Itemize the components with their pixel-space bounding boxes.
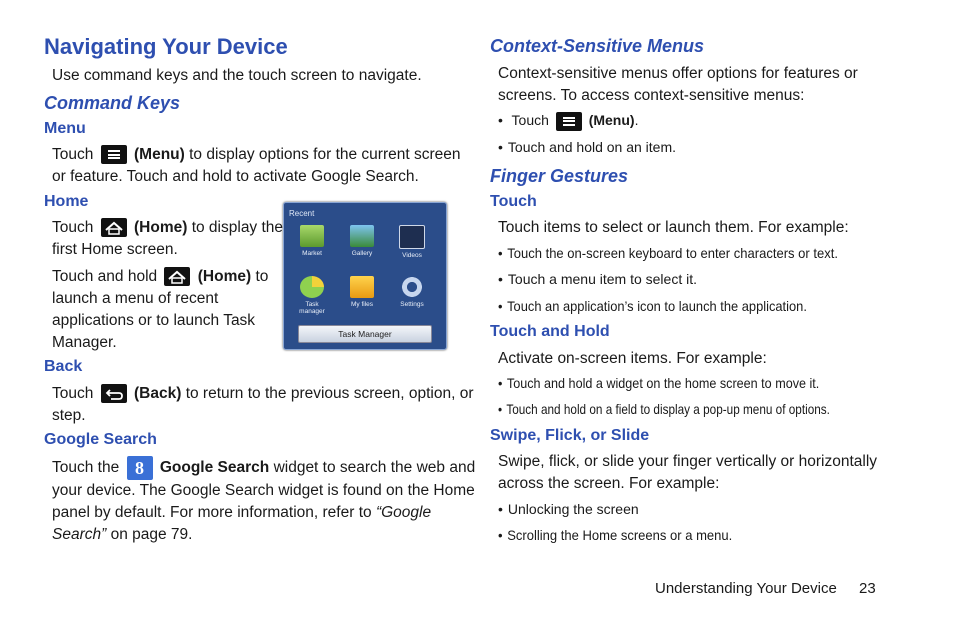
home-hold-paragraph: [52, 266, 268, 354]
app-videos: [392, 225, 432, 259]
back-heading: Back: [44, 358, 83, 375]
menu-paragraph: [52, 144, 461, 188]
home-heading: Home: [44, 193, 89, 210]
google-text-3: your device. The Google Search widget is found on the Home: [52, 482, 475, 499]
gallery-icon: [350, 225, 374, 247]
google-search-icon: 8: [127, 456, 153, 480]
swipe-text-1: Swipe, flick, or slide your finger vertically or horizontally: [498, 453, 878, 470]
page-title: Navigating Your Device: [44, 34, 288, 59]
menu-key-icon: [101, 145, 127, 164]
app-settings: [392, 276, 432, 308]
google-link-text-2[interactable]: Search”: [52, 526, 107, 543]
task-manager-icon: [300, 276, 324, 298]
touch-bullet-1: • Touch the on-screen keyboard to enter characters or text.: [498, 243, 838, 263]
task-manager-button: Task Manager: [298, 325, 432, 343]
swipe-heading: Swipe, Flick, or Slide: [490, 427, 650, 444]
google-search-paragraph: [52, 456, 475, 546]
home-hold-key-label: (Home): [197, 268, 252, 285]
home-text-3: first Home screen.: [52, 241, 178, 258]
context-text-2: screens. To access context-sensitive menus:: [498, 87, 805, 104]
google-key-label: Google Search: [159, 459, 270, 477]
videos-icon: [399, 225, 425, 249]
menu-key-label: (Menu): [134, 146, 185, 163]
app-market-label: Market: [302, 250, 322, 257]
back-key-icon: [101, 384, 127, 403]
app-gallery-label: Gallery: [351, 250, 373, 257]
google-search-heading: Google Search: [44, 431, 157, 448]
google-link-text-1[interactable]: “Google: [375, 504, 432, 521]
context-bullet-1-key: (Menu): [588, 112, 635, 128]
context-text-1: Context-sensitive menus offer options for features or: [498, 65, 858, 82]
touch-bullet-3: • Touch an application’s icon to launch the application.: [498, 296, 807, 316]
swipe-paragraph: [498, 451, 877, 495]
context-bullet-1-end: .: [634, 112, 639, 128]
context-bullet-2: • Touch and hold on an item.: [498, 137, 676, 157]
google-text-4: panel by default. For more information, refer to: [52, 504, 376, 521]
menu-text-3: or feature. Touch and hold to activate Google Search.: [52, 168, 419, 185]
app-market: [292, 225, 332, 257]
hold-paragraph: Activate on-screen items. For example:: [498, 350, 767, 367]
app-task-manager-label: Task manager: [299, 301, 325, 315]
home-key-icon-2: [164, 267, 190, 286]
home-hold-text-3: launch a menu of recent: [52, 290, 219, 307]
back-text-3: step.: [52, 407, 86, 424]
home-paragraph: [52, 217, 283, 261]
back-key-label: (Back): [134, 385, 182, 402]
recent-panel-title: Recent: [289, 209, 315, 218]
finger-gestures-heading: Finger Gestures: [490, 166, 629, 186]
context-bullet-1-text: Touch: [511, 112, 549, 128]
market-icon: [300, 225, 324, 247]
command-keys-heading: Command Keys: [44, 93, 181, 113]
home-key-icon: [101, 218, 127, 237]
swipe-text-2: across the screen. For example:: [498, 475, 720, 492]
app-task-manager: [292, 276, 332, 315]
app-settings-label: Settings: [400, 301, 424, 308]
touch-and-hold-heading: Touch and Hold: [490, 323, 610, 340]
app-my-files-label: My files: [350, 301, 374, 308]
menu-heading: Menu: [44, 120, 86, 137]
home-hold-text-1: Touch and hold: [52, 268, 158, 285]
home-hold-text-4: applications or to launch Task: [52, 312, 256, 329]
back-text-2: to return to the previous screen, option, or: [185, 385, 474, 402]
menu-text-1: Touch: [52, 146, 94, 163]
context-paragraph: [498, 63, 858, 107]
page-number: 23: [859, 580, 876, 597]
touch-bullet-2: • Touch a menu item to select it.: [498, 269, 697, 289]
home-hold-text-2: to: [255, 268, 269, 285]
swipe-bullet-1: • Unlocking the screen: [498, 499, 639, 519]
back-paragraph: [52, 383, 473, 427]
hold-bullet-1: • Touch and hold a widget on the home screen to move it.: [498, 373, 819, 393]
swipe-bullet-2: • Scrolling the Home screens or a menu.: [498, 525, 732, 545]
app-gallery: [342, 225, 382, 257]
google-text-2: widget to search the web and: [273, 459, 476, 477]
app-videos-label: Videos: [402, 252, 422, 259]
home-key-label: (Home): [134, 219, 188, 236]
home-hold-text-5: Manager.: [52, 334, 117, 351]
google-text-5: on page 79.: [106, 526, 193, 543]
hold-bullet-2: • Touch and hold on a field to display a pop-up menu of options.: [498, 399, 830, 419]
context-menus-heading: Context-Sensitive Menus: [490, 36, 705, 56]
folder-icon: [350, 276, 374, 298]
context-bullet-1: [498, 110, 638, 131]
google-text-1: Touch the: [52, 459, 120, 477]
footer-section: Understanding Your Device: [655, 580, 837, 597]
back-text-1: Touch: [52, 385, 94, 402]
home-text-1: Touch: [52, 219, 94, 236]
home-text-2: to display the: [191, 219, 284, 236]
menu-key-icon-2: [556, 112, 582, 131]
app-my-files: [342, 276, 382, 308]
touch-heading: Touch: [490, 193, 537, 210]
menu-text-2: to display options for the current screen: [189, 146, 461, 163]
touch-paragraph: Touch items to select or launch them. For example:: [498, 219, 849, 236]
gear-icon: [400, 276, 424, 298]
recent-apps-screenshot: [283, 202, 447, 350]
intro-text: Use command keys and the touch screen to navigate.: [52, 67, 422, 84]
